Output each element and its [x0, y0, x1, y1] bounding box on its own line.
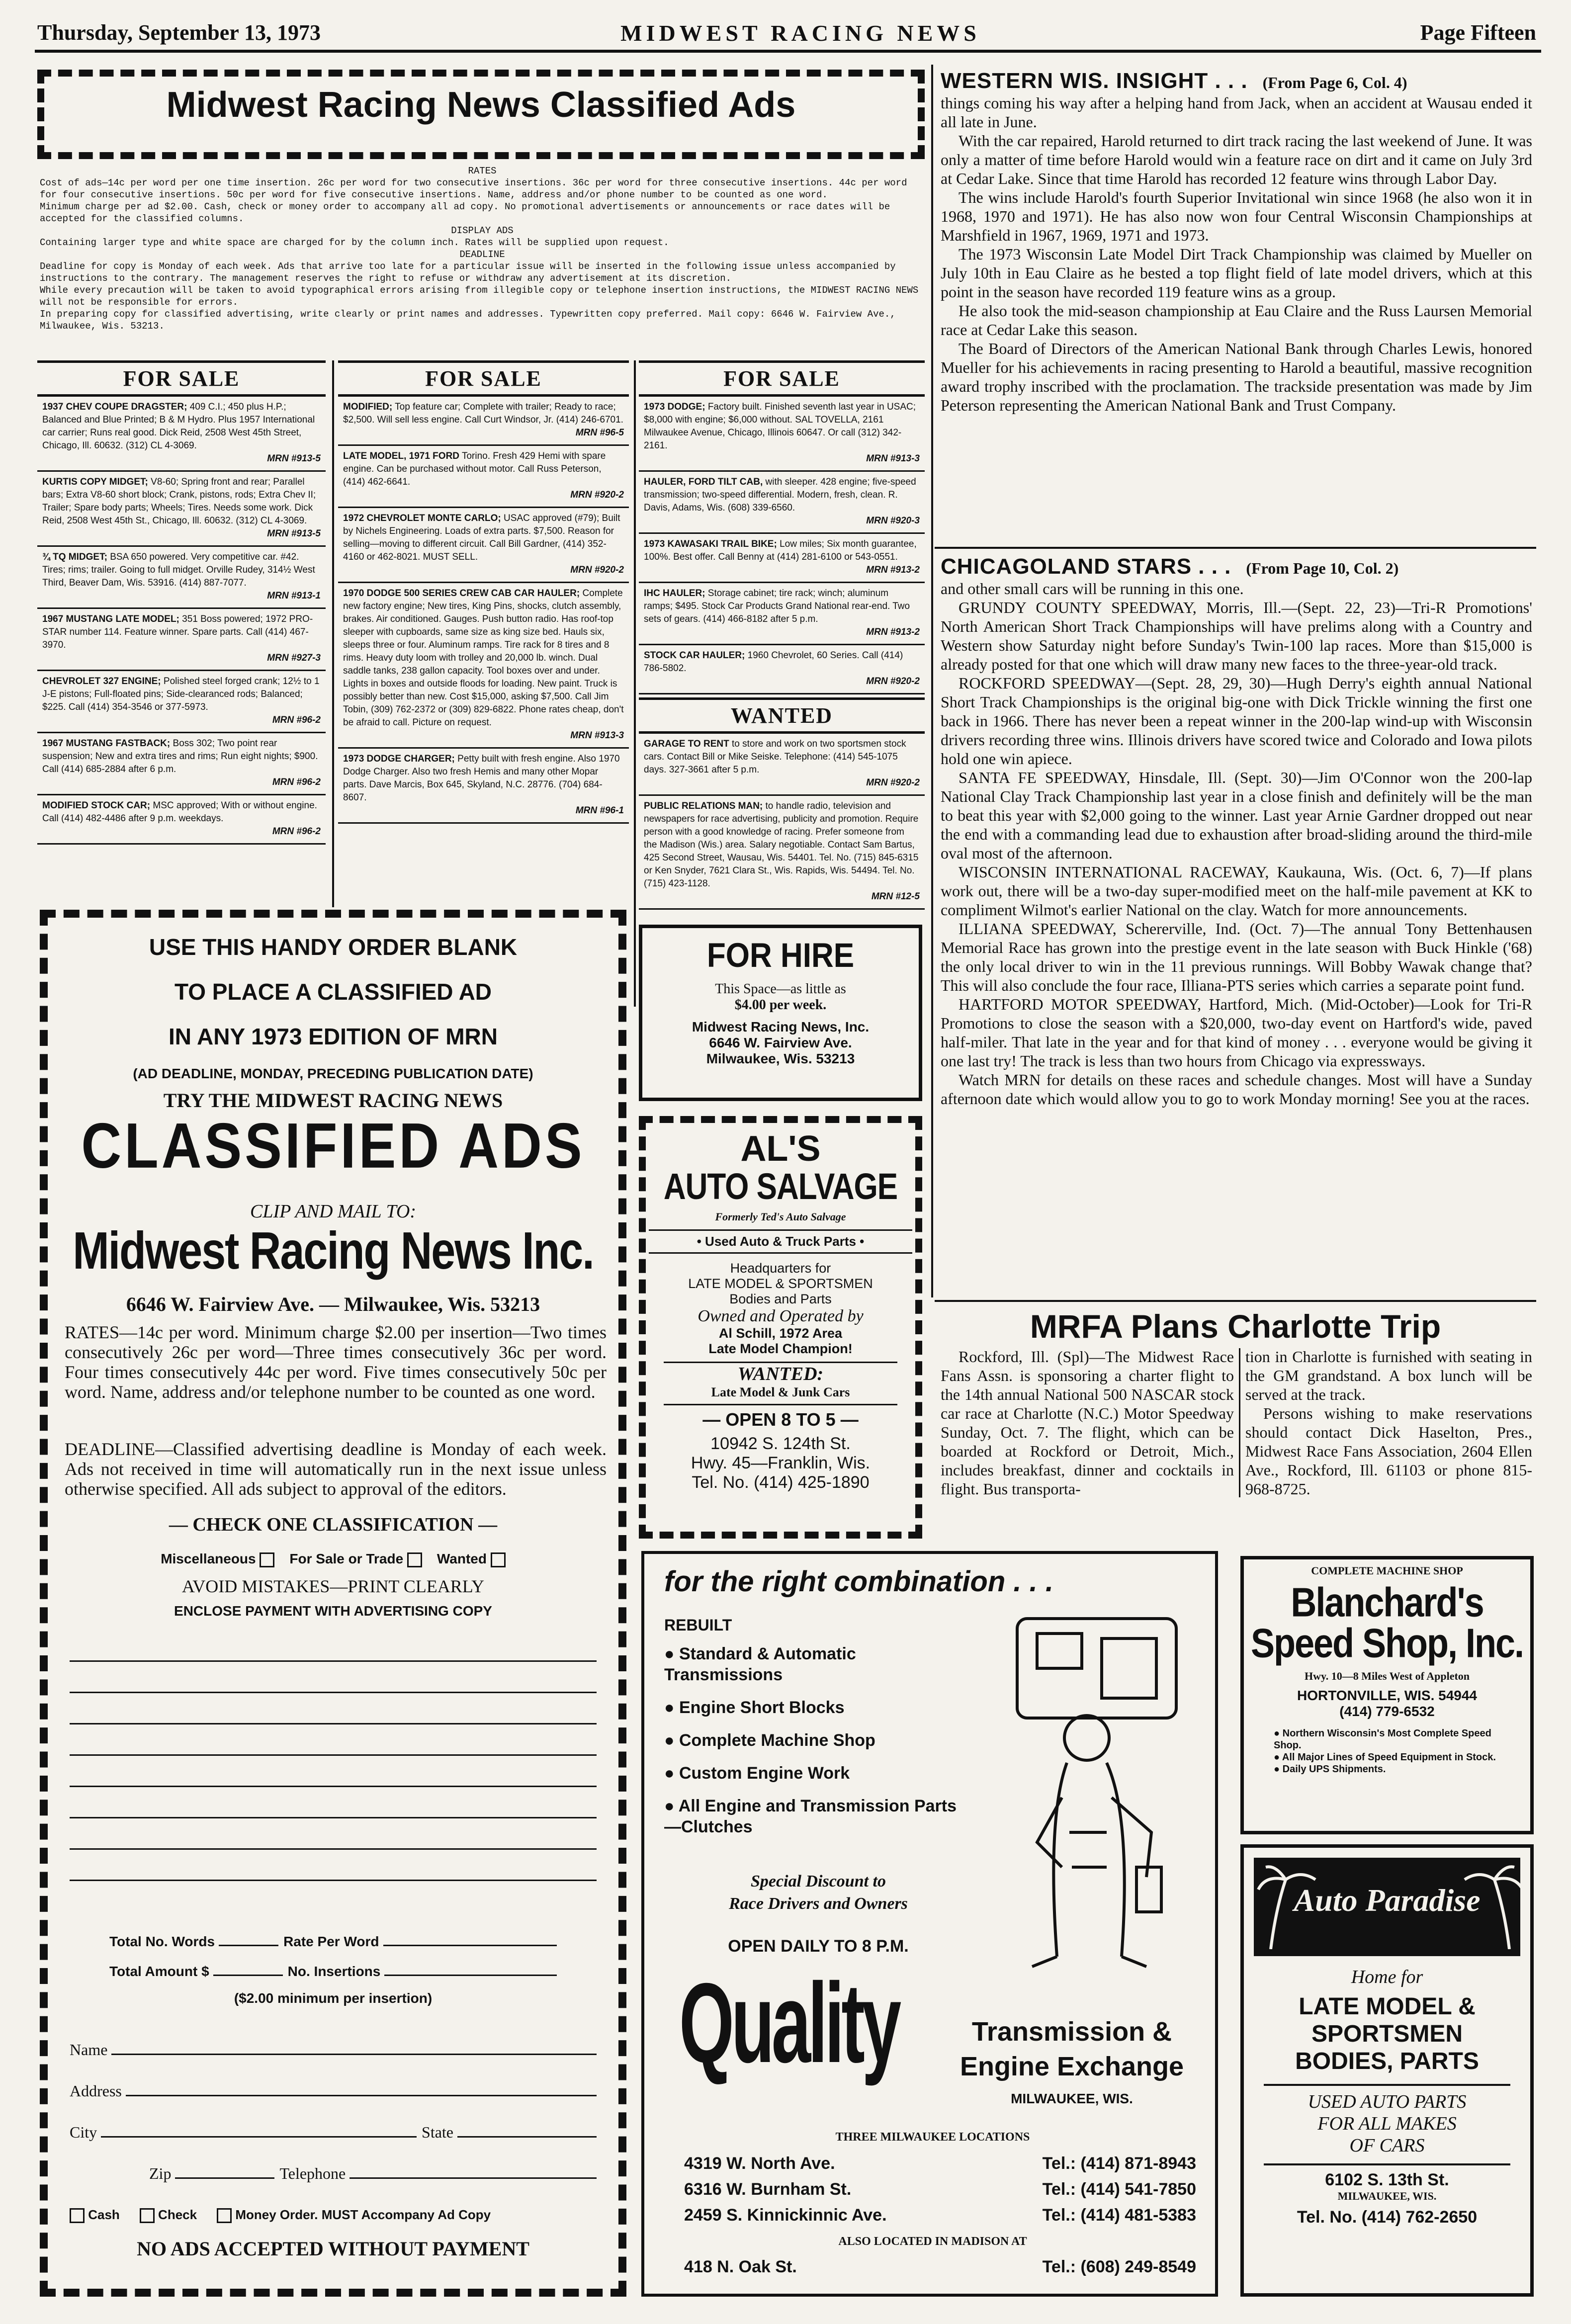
order-blank-line-3: IN ANY 1973 EDITION OF MRN: [168, 1024, 498, 1049]
paragraph: Persons wishing to make reservations should contact Dick Haselton, Pres., Midwest Race Fans Association, 2604 Ellen Ave., Rockford, Ill. 61103 or phone 815-968-8725.: [1245, 1404, 1532, 1498]
for-sale-heading: FOR SALE: [639, 360, 925, 397]
deadline-text: Deadline for copy is Monday of each week. Ads that arrive too late for a particular issue will be inserted in the following issue unless accompanied by instructions to the contrary. The management reserves the right to refuse or withdraw any advertisement at its discretion.: [40, 261, 896, 284]
classified-ad: IHC HAULER; Storage cabinet; tire rack; winch; aluminum ramps; $495. Stock Car Products Grand National rear-end. Two sets of gears. (414) 466-8182 after 5 p.m. MRN #913-2: [639, 583, 925, 645]
als-wanted: WANTED:: [737, 1364, 824, 1384]
address-label: Address: [70, 2082, 122, 2100]
quality-service: Complete Machine Shop: [679, 1731, 875, 1750]
payment-check[interactable]: Check: [140, 2207, 197, 2223]
location-phone: Tel.: (414) 541-7850: [1042, 2180, 1196, 2199]
classified-ad: MODIFIED; Top feature car; Complete with trailer; Ready to race; $2,500. Will sell less engine. Call Curt Windsor, Jr. (414) 246-6701. MRN #96-5: [338, 397, 629, 446]
paradise-line-2: SPORTSMEN: [1311, 2021, 1463, 2047]
auto-paradise-logo: Auto Paradise: [1294, 1883, 1481, 1918]
display-ads-text: Containing larger type and white space are charged for by the column inch. Rates will be supplied upon request.: [40, 237, 669, 248]
option-for-sale[interactable]: For Sale or Trade: [289, 1551, 422, 1567]
insertions-label: No. Insertions: [287, 1964, 381, 1979]
mrfa-col-2: [1245, 1347, 1532, 1498]
blanchards-ad: [1240, 1556, 1534, 1834]
als-hq-2: LATE MODEL & SPORTSMEN: [688, 1276, 873, 1291]
als-highway: Hwy. 45—Franklin, Wis.: [691, 1454, 871, 1472]
blanchards-bullet: Northern Wisconsin's Most Complete Speed Shop.: [1274, 1728, 1491, 1751]
deadline-heading: DEADLINE: [459, 249, 505, 260]
order-deadline: DEADLINE—Classified advertising deadline is Monday of each week. Ads not received in time will automatically run in the next issue unless otherwise specified. All ads subject to approval of the editors.: [65, 1439, 607, 1499]
classified-ad: PUBLIC RELATIONS MAN; to handle radio, television and newspapers for race advertising, publicity and promotion. Require person with a good knowledge of racing. Prefer someone from the Madison (Wis.) area. Salary negotiable. Contact Sam Bartus, 425 Second Street, Wausau, Wis. 54401. Tel. No. (715) 845-6315 or Ken Snyder, 7621 Clara St., Wis. Rapids, Wis. 54494. Tel. No. (715) 423-1128. MRN #12-5: [639, 796, 925, 910]
als-hq-3: Bodies and Parts: [729, 1291, 832, 1306]
classified-ad: 1972 CHEVROLET MONTE CARLO; USAC approved (#79); Built by Nichels Engineering. Loads of extra parts. $7,500. Reason for selling—moving to different circuit. Call Bill Gardner, (414) 352-4160 or 462-8021. MUST SELL. MRN #920-2: [338, 508, 629, 583]
chicagoland-jump: (From Page 10, Col. 2): [1246, 559, 1399, 577]
quality-madison-heading: ALSO LOCATED IN MADISON AT: [838, 2235, 1027, 2248]
western-jump: (From Page 6, Col. 4): [1262, 74, 1407, 91]
precaution-text: While every precaution will be taken to avoid typographical errors arising from illegible copy or telephone insertion instructions, the MIDWEST RACING NEWS will not be responsible for errors.: [40, 285, 919, 308]
order-blank-line-2: TO PLACE A CLASSIFIED AD: [174, 979, 492, 1005]
issue-date: Thursday, September 13, 1973: [37, 20, 321, 45]
blanchards-bullet: Daily UPS Shipments.: [1282, 1764, 1386, 1775]
telephone-label: Telephone: [279, 2164, 346, 2182]
payment-money-order[interactable]: Money Order. MUST Accompany Ad Copy: [217, 2207, 491, 2223]
paradise-used-1: USED AUTO PARTS: [1308, 2091, 1467, 2112]
for-hire-line-3: Midwest Racing News, Inc.: [692, 1019, 870, 1034]
paper-name: MIDWEST RACING NEWS: [620, 20, 980, 46]
als-name-1: AL'S: [740, 1129, 821, 1169]
als-address: 10942 S. 124th St.: [710, 1434, 851, 1453]
chicagoland-story: [941, 554, 1532, 1108]
quality-locations-heading: THREE MILWAUKEE LOCATIONS: [835, 2131, 1030, 2144]
for-sale-column-1: [37, 360, 326, 845]
for-hire-box: [639, 925, 922, 1101]
auto-paradise-logo-panel: [1254, 1858, 1520, 1956]
als-phone: Tel. No. (414) 425-1890: [692, 1473, 870, 1492]
for-sale-heading: FOR SALE: [338, 360, 629, 397]
quality-service: Custom Engine Work: [679, 1764, 850, 1783]
classified-ads-big: CLASSIFIED ADS: [81, 1110, 585, 1182]
order-rates: RATES—14c per word. Minimum charge $2.00 per insertion—Two times consecutively 26c per word—Three times consecutively 36c per word. Four times consecutively 44c per word. Five times consecutively 50c per word. Name, address and/or telephone number to be counted as one word.: [65, 1322, 607, 1402]
blanchards-highway: Hwy. 10—8 Miles West of Appleton: [1304, 1670, 1470, 1682]
column-divider: [1239, 1348, 1240, 1497]
location-address: 2459 S. Kinnickinnic Ave.: [684, 2206, 887, 2225]
totals-block: [109, 1934, 557, 2006]
paradise-address: 6102 S. 13th St.: [1325, 2170, 1449, 2189]
paradise-used-3: OF CARS: [1349, 2135, 1425, 2156]
paragraph: Watch MRN for details on these races and schedule changes. Most will have a Sunday afternoon date which would allow you to go to work Monday morning! See you at the races.: [941, 1071, 1532, 1108]
chicagoland-heading: CHICAGOLAND STARS . . .: [941, 554, 1231, 579]
classified-ad: 1970 DODGE 500 SERIES CREW CAB CAR HAULER; Complete new factory engine; New tires, King Pins, shocks, clutch assembly, brakes. Air conditioned. Gauges. Push button radio. Has roof-top sleeper with cupboards, same size as king size bed. Hauls six, sleeps three or four. Aluminum ramps. Tire rack for 8 tires and 8 rims. Heavy duty loom with trolley and 20,000 lb. winch. Dual saddle tanks, 238 gallon capacity. Tool boxes over and under. Lights in boxes and outside floods for loading. New paint. Truck is possibly better than new. Cost $15,000, asking $7,500. Call Jim Tobin, (309) 762-2372 or (309) 829-6822. Phone rates cheap, don't be afraid to call. Picture on request. MRN #913-3: [338, 583, 629, 749]
paragraph: WISCONSIN INTERNATIONAL RACEWAY, Kaukauna, Wis. (Oct. 6, 7)—If plans work out, there will be a two-day super-modified meet on the half-mile pavement at KK to compliment Wilmot's earlier National on the clay. Watch for more announcements.: [941, 863, 1532, 919]
zip-field[interactable]: [175, 2177, 274, 2179]
classified-ad: STOCK CAR HAULER; 1960 Chevrolet, 60 Series. Call (414) 786-5802. MRN #920-2: [639, 645, 925, 694]
copy-text: In preparing copy for classified advertising, write clearly or print names and addresses. Typewritten copy preferred. Mail copy: 6646 W. Fairview Ave., Milwaukee, Wis. 53213.: [40, 309, 896, 332]
rates-text: Cost of ads—14c per word per one time insertion. 26c per word for two consecutive insertions. 36c per word for three consecutive insertions. 44c per word for four consecutive insertions. 50c per word for five consecutive insertions. Name, address and/or phone number to be counted as one word.: [40, 177, 907, 200]
classified-ad: CHEVROLET 327 ENGINE; Polished steel forged crank; 12½ to 1 J-E pistons; Full-floated pins; Side-clearanced rods; Balanced; $225. Call (414) 354-3546 or 377-5973. MRN #96-2: [37, 671, 326, 733]
classified-ad: GARAGE TO RENT to store and work on two sportsmen stock cars. Contact Bill or Mike Seiske. Telephone: (414) 545-1075 days. 327-3661 after 5 p.m. MRN #920-2: [639, 734, 925, 796]
blanchards-top: COMPLETE MACHINE SHOP: [1311, 1564, 1463, 1577]
masthead-rule: [35, 50, 1541, 53]
classified-ad: ¾ TQ MIDGET; BSA 650 powered. Very competitive car. #42. Tires; rims; trailer. Going to full midget. Orville Rudey, 314½ West Third, Beaver Dam, Wis. 53916. (414) 887-7077. MRN #913-1: [37, 547, 326, 609]
quality-madison-location: [684, 2257, 1196, 2277]
als-name-2: AUTO SALVAGE: [663, 1166, 898, 1207]
location-phone: Tel.: (414) 871-8943: [1042, 2154, 1196, 2173]
als-formerly: Formerly Ted's Auto Salvage: [715, 1210, 846, 1223]
city-field[interactable]: [101, 2136, 417, 2138]
rate-per-word-label: Rate Per Word: [283, 1934, 379, 1949]
paragraph: The Board of Directors of the American National Bank through Charles Lewis, honored Mueller for his achievements in racing presenting to Harold a beautiful, massive recognition award trophy inscribed with the proclamation. The trackside presentation was made by Jim Peterson representing the American National Bank and Trust Company.: [941, 340, 1532, 414]
quality-logo: Quality: [679, 1960, 899, 2087]
classified-ad: 1973 DODGE CHARGER; Petty built with fresh engine. Also 1970 Dodge Charger. Also two fresh Hemis and many other Mopar parts. Dave Marcis, Box 645, Skyland, N.C. 28776. (704) 684-8607. MRN #96-1: [338, 749, 629, 824]
avoid-mistakes: AVOID MISTAKES—PRINT CLEARLY: [181, 1576, 485, 1596]
paradise-phone: Tel. No. (414) 762-2650: [1297, 2208, 1478, 2227]
quality-service: Engine Short Blocks: [679, 1698, 845, 1717]
paradise-home: Home for: [1351, 1967, 1423, 1987]
zip-label: Zip: [149, 2164, 172, 2182]
order-blank-line-4: (AD DEADLINE, MONDAY, PRECEDING PUBLICATION DATE): [133, 1066, 533, 1081]
quality-rebuilt: REBUILT: [664, 1616, 732, 1634]
classified-ad: KURTIS COPY MIDGET; V8-60; Spring front and rear; Parallel bars; Extra V8-60 short block; Crank, pistons, rods; Extra Chev II; Trailer; Spare body parts; Wheels; Tires. Needs some work. Dick Reid, 2508 West 45th St., Chicago, Ill. 60632. (312) CL 4-3069. MRN #913-5: [37, 472, 326, 547]
quality-discount-1: Special Discount to: [750, 1872, 886, 1891]
blanchards-city: HORTONVILLE, WIS. 54944: [1297, 1688, 1478, 1703]
western-heading: WESTERN WIS. INSIGHT . . .: [941, 69, 1248, 93]
paragraph: HARTFORD MOTOR SPEEDWAY, Hartford, Mich. (Mid-October)—Look for Tri-R Promotions to close the season with a $20,000, two-day event on Hartford's wide, paved half-miler. That late in the year and for that kind of money . . . everyone would be giving it one last try! The track is less than two hours from Chicago via expressways.: [941, 995, 1532, 1070]
als-owned: Owned and Operated by: [698, 1307, 864, 1325]
blanchards-phone: (414) 779-6532: [1339, 1704, 1435, 1719]
paradise-city: MILWAUKEE, WIS.: [1337, 2190, 1437, 2202]
check-heading: — CHECK ONE CLASSIFICATION —: [169, 1514, 498, 1535]
mrfa-col-1: [941, 1347, 1234, 1498]
order-blank-line-1: USE THIS HANDY ORDER BLANK: [149, 934, 518, 960]
blanchards-bullet: All Major Lines of Speed Equipment in Stock.: [1282, 1752, 1496, 1763]
quality-open: OPEN DAILY TO 8 P.M.: [728, 1937, 909, 1956]
payment-options: [70, 2207, 607, 2223]
location-address: 418 N. Oak St.: [684, 2257, 797, 2276]
location-address: 4319 W. North Ave.: [684, 2154, 835, 2173]
quality-tagline: for the right combination . . .: [664, 1565, 1053, 1598]
auto-paradise-ad: [1240, 1844, 1534, 2297]
classified-ad: 1973 DODGE; Factory built. Finished seventh last year in USAC; $8,000 with engine; $6,000 without. SAL TOVELLA, 2161 Milwaukee Avenue, Chicago, Illinois 60647. Or call (312) 342-2161. MRN #913-3: [639, 397, 925, 472]
enclose-payment: ENCLOSE PAYMENT WITH ADVERTISING COPY: [174, 1603, 492, 1619]
for-hire-line-2: $4.00 per week.: [734, 997, 827, 1013]
paragraph: The 1973 Wisconsin Late Model Dirt Track Championship was claimed by Mueller on July 10th in Eau Claire as he bested a top flight field of late model drivers, which at this point in the season have recorded 119 feature wins as a group.: [941, 245, 1532, 301]
paragraph: things coming his way after a helping hand from Jack, when an accident at Wausau ended it all late in June.: [941, 94, 1532, 131]
location-address: 6316 W. Burnham St.: [684, 2180, 852, 2199]
state-field[interactable]: [457, 2136, 597, 2138]
classified-ad: 1967 MUSTANG FASTBACK; Boss 302; Two point rear suspension; New and extra tires and rims; Run eight nights; $900. Call (414) 685-2884 after 6 p.m. MRN #96-2: [37, 733, 326, 795]
quality-service: All Engine and Transmission Parts—Clutches: [664, 1797, 957, 1836]
telephone-field[interactable]: [349, 2177, 597, 2179]
als-hq-1: Headquarters for: [730, 1261, 831, 1276]
blanchards-name-1: Blanchard's: [1291, 1580, 1484, 1626]
contact-fields: [70, 2041, 597, 2199]
minimum-note: ($2.00 minimum per insertion): [234, 1990, 433, 2006]
paragraph: He also took the mid-season championship at Eau Claire and the Russ Laursen Memorial race at Cedar Lake this season.: [941, 302, 1532, 339]
paragraph: SANTA FE SPEEDWAY, Hinsdale, Ill. (Sept. 30)—Jim O'Connor won the 200-lap National Clay Track Championship last year in a close finish and definitely will be the man to beat this year with $2,000 going to the winner. Last year Arnie Gardner dropped out near the end with a commanding lead due to exhaustion after broad-sliding around the third-mile oval most of the afternoon.: [941, 769, 1532, 862]
quality-engine: Engine Exchange: [960, 2052, 1184, 2081]
rates-block: [40, 165, 925, 332]
blanchards-name-2: Speed Shop, Inc.: [1250, 1621, 1524, 1666]
address-field[interactable]: [126, 2095, 597, 2096]
classified-ad: 1967 MUSTANG LATE MODEL; 351 Boss powered; 1972 PRO-STAR number 114. Feature winner. Spare parts. Call (414) 467-3970. MRN #927-3: [37, 609, 326, 671]
western-wis-story: [941, 69, 1532, 415]
for-sale-heading: FOR SALE: [37, 360, 326, 397]
name-label: Name: [70, 2041, 108, 2059]
minimum-charge-text: Minimum charge per ad $2.00. Cash, check or money order to accompany all ad copy. No promotional advertisements or announcements or race dates will be accepted for the classified columns.: [40, 201, 890, 224]
als-hours: — OPEN 8 TO 5 —: [702, 1409, 859, 1430]
paragraph: GRUNDY COUNTY SPEEDWAY, Morris, Ill.—(Sept. 22, 23)—Tri-R Promotions' North American Short Track Championships will have prelims along with a Country and Western show Saturday night before Sunday's Twin-100 lap races. More than $15,000 is already posted for that one which will draw many new faces to the three-year-old track.: [941, 599, 1532, 673]
blanchards-bullets: ● Northern Wisconsin's Most Complete Speed Shop. ● All Major Lines of Speed Equipment in Stock. ● Daily UPS Shipments.: [1274, 1728, 1496, 1775]
classified-ad: LATE MODEL, 1971 FORD Torino. Fresh 429 Hemi with spare engine. Can be purchased without motor. Call Russ Peterson, (414) 462-6641. MRN #920-2: [338, 446, 629, 508]
als-auto-salvage-ad: [649, 1128, 912, 1492]
for-sale-column-2: [338, 360, 629, 824]
state-label: State: [422, 2123, 453, 2141]
paragraph: ILLIANA SPEEDWAY, Schererville, Ind. (Oct. 7)—The annual Tony Bettenhausen Memorial Race has grown into the prestige event in the late season with Buck Hinkle ('68) the only local driver to win in the 11 previous runnings. Will Bobby Wawak change that? This will also conclude the four race, Illiana-PTS series which carries a separate point fund.: [941, 920, 1532, 994]
paradise-line-1: LATE MODEL &: [1299, 1993, 1476, 2020]
location-phone: Tel.: (608) 249-8549: [1042, 2257, 1196, 2276]
for-hire-line-4: 6646 W. Fairview Ave.: [709, 1035, 852, 1050]
classified-banner-title: Midwest Racing News Classified Ads: [166, 85, 796, 125]
option-miscellaneous[interactable]: Miscellaneous: [161, 1551, 274, 1567]
paragraph: Rockford, Ill. (Spl)—The Midwest Race Fans Assn. is sponsoring a charter flight to the 14th annual National 500 NASCAR stock car race at Charlotte (N.C.) Motor Speedway Sunday, Oct. 7. The flight, which can be boarded at Rockford or Detroit, Mich., includes breakfast, dinner and cocktails in flight. Bus transporta-: [941, 1348, 1234, 1498]
column-divider: [332, 360, 334, 907]
city-label: City: [70, 2123, 97, 2141]
quality-services: ● Standard & Automatic Transmissions ● Engine Short Blocks ● Complete Machine Shop ● Custom Engine Work ● All Engine and Transmission Parts—Clutches: [664, 1644, 957, 1836]
paragraph: ROCKFORD SPEEDWAY—(Sept. 28, 29, 30)—Hugh Derry's eighth annual National Short Track Championships is the original big-one with Dick Trickle winning the first one back in 1966. There has never been a repeat winner in the 200-lap wind-up with Wisconsin drivers recording three wins. Illinois drivers have scored twice and Colorado and Iowa pilots hold one win apiece.: [941, 674, 1532, 768]
total-words-label: Total No. Words: [109, 1934, 215, 1949]
for-hire-line-5: Milwaukee, Wis. 53213: [706, 1051, 855, 1066]
mrfa-heading: MRFA Plans Charlotte Trip: [1030, 1308, 1441, 1345]
quality-city: MILWAUKEE, WIS.: [1011, 2091, 1133, 2106]
column-divider: [931, 65, 933, 1297]
for-hire-line-1: This Space—as little as: [715, 981, 846, 997]
als-champion: Late Model Champion!: [708, 1341, 853, 1356]
classification-options: [55, 1551, 611, 1567]
for-sale-column-3: [639, 360, 925, 910]
als-used-parts: • Used Auto & Truck Parts •: [649, 1229, 912, 1254]
als-owner: Al Schill, 1972 Area: [718, 1326, 843, 1341]
order-blank-header: [55, 925, 611, 1089]
paragraph: tion in Charlotte is furnished with seating in the GM grandstand. A box lunch will be served at the track.: [1245, 1348, 1532, 1403]
quality-locations: [684, 2151, 1196, 2228]
company-name: Midwest Racing News Inc.: [73, 1221, 594, 1280]
classified-ad: HAULER, FORD TILT CAB, with sleeper. 428 engine; five-speed transmission; two-speed differential. Modern, fresh, clean. R. Davis, Adams, Wis. (608) 339-6560. MRN #920-3: [639, 472, 925, 534]
copy-lines[interactable]: [70, 1631, 597, 1881]
mechanic-illustration: [987, 1609, 1206, 1977]
paradise-used-2: FOR ALL MAKES: [1317, 2113, 1457, 2134]
classified-ad: MODIFIED STOCK CAR; MSC approved; With or without engine. Call (414) 482-4486 after 9 p.m. weekdays. MRN #96-2: [37, 795, 326, 845]
quality-transmission-ad: [641, 1551, 1218, 2297]
payment-cash[interactable]: Cash: [70, 2207, 120, 2223]
paragraph: With the car repaired, Harold returned to dirt track racing the last weekend of June. It was only a matter of time before Harold would win a feature race on dirt and it came on July 3rd at Cedar Lake. Since that time Harold has recorded 12 feature wins through Labor Day.: [941, 132, 1532, 187]
paragraph: and other small cars will be running in this one.: [941, 580, 1244, 598]
paragraph: The wins include Harold's fourth Superior Invitational win since 1968 (he also won it in 1968, 1970 and 1971). He has also now won four Central Wisconsin Championships at Marshfield in 1967, 1969, 1971 and 1973.: [941, 188, 1532, 244]
section-rule: [935, 1300, 1536, 1302]
clip-line: CLIP AND MAIL TO:: [250, 1201, 416, 1222]
classified-ad: 1973 KAWASAKI TRAIL BIKE; Low miles; Six month guarantee, 100%. Best offer. Call Benny at (414) 281-6100 or 543-0551. MRN #913-2: [639, 534, 925, 583]
classified-ad: 1937 CHEV COUPE DRAGSTER; 409 C.I.; 450 plus H.P.; Balanced and Blue Printed; B & M Hydro. Plus 1957 International car carrier; Runs real good. Dick Reid, 2508 West 45th Street, Chicago, Ill. 60632. (312) CL 4-3069. MRN #913-5: [37, 397, 326, 472]
quality-service: Standard & Automatic Transmissions: [664, 1644, 856, 1684]
wanted-heading: WANTED: [639, 697, 925, 734]
try-line: TRY THE MIDWEST RACING NEWS: [163, 1089, 503, 1112]
section-rule: [935, 547, 1536, 549]
company-address: 6646 W. Fairview Ave. — Milwaukee, Wis. 53213: [126, 1293, 540, 1315]
display-ads-heading: DISPLAY ADS: [451, 225, 514, 236]
total-amount-label: Total Amount $: [109, 1964, 209, 1979]
paradise-line-3: BODIES, PARTS: [1295, 2048, 1479, 2074]
quality-transmission: Transmission &: [971, 2017, 1172, 2047]
column-divider: [634, 360, 636, 1007]
for-hire-heading: FOR HIRE: [706, 937, 855, 975]
name-field[interactable]: [111, 2054, 597, 2055]
rates-heading: RATES: [468, 166, 497, 176]
als-wanted-2: Late Model & Junk Cars: [711, 1385, 850, 1399]
page-number: Page Fifteen: [1420, 20, 1536, 45]
quality-discount-2: Race Drivers and Owners: [729, 1894, 908, 1913]
location-phone: Tel.: (414) 481-5383: [1042, 2206, 1196, 2225]
option-wanted[interactable]: Wanted: [437, 1551, 506, 1567]
no-ads-footer: NO ADS ACCEPTED WITHOUT PAYMENT: [137, 2238, 529, 2260]
